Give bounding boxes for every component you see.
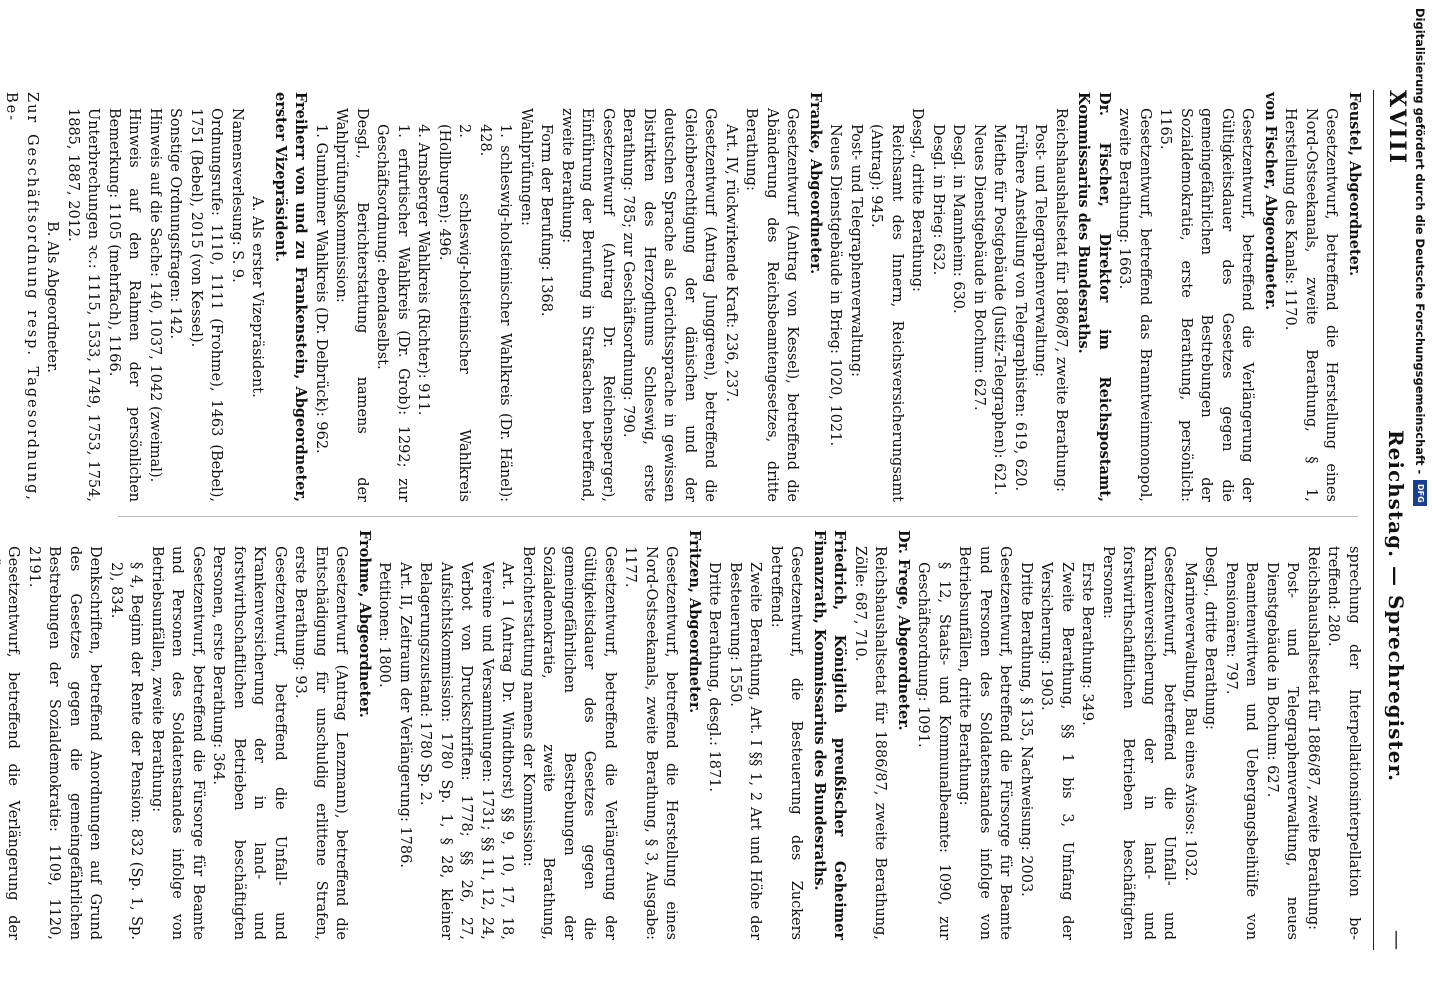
index-entry-line: Reichshaushaltsetat für 1886/87, zweite Berathung, Zölle: 687, 710. [852, 546, 889, 940]
index-entry-line: Marineverwaltung, Bau eines Avisos: 1032. [1182, 562, 1198, 882]
index-entry-line: Gesetzentwurf, betreffend die Fürsorge für Beamte und Personen des Soldatenstandes infolge von Betriebsunfällen, zweite Berathung: [149, 546, 206, 940]
credit-text: Digitalisierung gefördert durch die Deutsche Forschungsgemeinschaft - [1413, 8, 1427, 475]
index-entry-line: Hinweis auf den Rahmen der persönlichen Bemerkung: 1105 (mehrfach), 1166. [106, 108, 143, 502]
index-entry-line: Gesetzentwurf, betreffend die Verlängerung der Gültigkeitsdauer des Gesetzes gegen die gemeingefährlichen Bestrebungen der Sozialdemokratie, erste Berathung, persönlich: 1165. [1157, 108, 1256, 502]
index-entry-line: sprechung der Interpellationsinterpellation be-treffend: 280. [1325, 546, 1362, 940]
index-entry-line: Gesetzentwurf (Antrag Lenzmann), betreffend die Entschädigung für unschuldig erlittene Strafen, erste Berathung: 93. [292, 546, 350, 940]
index-entry-heading [684, 530, 705, 940]
index-entry-heading [805, 92, 826, 502]
index-entry-line: Post- und Telegraphenverwaltung: [1032, 124, 1049, 378]
index-entry-line: Gesetzentwurf (Antrag Dr. Reichensperger), Einführung der Berufung in Strafsachen betreffend, zweite Berathung: [559, 108, 616, 502]
index-entry-line: Unterbrechungen ꝛc.: 1115, 1533, 1749, 1753, 1754, 1885, 1887, 2012. [65, 108, 102, 502]
index-entry-heading [1260, 92, 1281, 502]
column-divider [118, 516, 1358, 517]
index-entry-line: Gesetzentwurf, betreffend die Herstellung eines Nord-Ostseekanals, zweite Berathung, § 3, Ausgabe: 1177. [622, 546, 680, 940]
index-entry-line: Art. IV, rückwirkende Kraft: 236, 237. [723, 124, 739, 402]
person-name: von Fischer, Abgeordneter. [1262, 92, 1279, 311]
index-entry-heading [893, 530, 914, 940]
credit-strip [1408, 0, 1432, 1000]
person-name: Feustel, Abgeordneter. [1346, 92, 1363, 277]
index-entry-line: Gesetzentwurf, betreffend die Fürsorge für Beamte und Personen des Soldatenstandes infolge von Betriebsunfällen, dritte Berathung: [956, 546, 1014, 940]
index-entry-line: Erste Berathung: 349. [1079, 562, 1096, 726]
index-entry-line: Form der Berufung: 1368. [538, 124, 555, 317]
index-entry-heading [270, 92, 311, 502]
index-entry-line: Miethe für Postgebäude (Justiz-Telegraphen): 621. [991, 124, 1008, 496]
index-entry-line: Desgl., dritte Berathung: [909, 108, 926, 292]
header-dash: — [1386, 930, 1410, 950]
index-entry-line: Gesetzentwurf, betreffend das Branntweinmonopol, zweite Berathung: 1663. [1116, 108, 1153, 502]
index-entry-line: Dritte Berathung, desgl.: 1871. [706, 562, 723, 793]
index-entry-line: Gesetzentwurf, betreffend die Unfall- und Krankenversicherung der in land- und forstwirthschaftlichen Betrieben beschäftigten Personen, erste Berathung: 364. [210, 546, 288, 940]
person-name: Dr. Frege, Abgeordneter. [895, 530, 912, 731]
index-entry-line: Desgl. in Brieg: 632. [930, 124, 946, 276]
index-entry-line: Denkschriften, betreffend Anordnungen auf Grund des Gesetzes gegen die gemeingefährlichen Bestrebungen der Sozialdemokratie: 1109, 1120, 2191. [26, 546, 104, 940]
person-name: Frohme, Abgeordneter. [356, 530, 373, 718]
index-entry-line: Reichsamt des Innern, Reichsversicherungsamt (Antrag): 945. [868, 124, 905, 502]
index-entry-line: Gesetzentwurf (Antrag von Kessel), betreffend die Abänderung des Reichsbeamtengesetzes, dritte Berathung: [743, 108, 801, 502]
index-entry-line: Ordnungsrufe: 1110, 1111 (Frohme), 1463 (Bebel), 1751 (Bebel), 2015 (von Kessel). [188, 108, 225, 502]
index-entry-line: Art. 1 (Antrag Dr. Windthorst) §§ 9, 10, 17, 18, Vereine und Versammlungen: 1731; §§ 11, 12, 24, Verbot von Druckschriften: 1778; §§ 26, 27, Aufsichtskommission: 1780 Sp. 1, § 28, kleiner Belagerungszustand: 1780 Sp. 2. [417, 562, 516, 940]
index-entry-line: Art. II, Zeitraum der Verlängerung: 1786. [397, 562, 413, 868]
index-entry-line: Desgl. in Mannheim: 630. [950, 124, 967, 314]
index-entry-heading [354, 530, 375, 940]
index-entry-line: Beamtenwittwen und Uebergangsbeihülfe von Pensionären: 797. [1223, 562, 1260, 940]
index-entry-line: 1. schleswig-holsteinischer Wahlkreis (Dr. Hänel): 428. [477, 124, 514, 502]
index-entry-line: Post- und Telegraphenverwaltung: [848, 124, 864, 378]
person-name: Friedrich, Königlich preußischer Geheimer Finanzrath, Kommissarius des Bundesraths. [811, 530, 849, 940]
index-entry-line: § 12, Staats- und Kommunalbeamte: 1090, zur Geschäftsordnung: 1091. [915, 562, 952, 940]
index-entry-line: Gesetzentwurf, betreffend die Verlängerung der Gültigkeitsdauer des Gesetzes gegen die gemeingefährlichen Bestrebungen der Sozialdemokratie, zweite Berathung, Berichterstattung namens der Kommission: [520, 546, 618, 940]
index-entry-line: Frühere Anstellung von Telegraphisten: 619, 620. [1012, 124, 1028, 492]
person-name: Franke, Abgeordneter. [807, 92, 824, 275]
index-entry-line: Desgl., Berichterstattung namens der Wahlprüfungskommission: [333, 108, 370, 502]
person-name: Dr. Fischer, Direktor im Reichspostamt, Kommissarius des Bundesraths. [1075, 92, 1113, 502]
index-entry-heading [809, 530, 850, 940]
index-entry-line: Neues Dienstgebäude in Bochum: 627. [971, 124, 987, 411]
index-entry-line: Dritte Berathung, § 135, Nachweisung: 2003. [1018, 562, 1034, 897]
person-name: Fritzen, Abgeordneter. [686, 530, 703, 714]
index-entry-line: Gesetzentwurf, betreffend die Herstellung eines Nord-Ostseekanals, zweite Berathung, § 1, Herstellung des Kanals: 1170. [1282, 108, 1340, 502]
section-heading: A. Als erster Vizepräsident. [249, 196, 266, 398]
page-number: XVIII [1384, 90, 1410, 166]
index-entry-line: 4. Arnsberger Wahlkreis (Richter): 911. [415, 124, 432, 416]
index-entry-line: 1. erfurtischer Wahlkreis (Dr. Grob): 1292; zur Geschäftsordnung: ebendaselbst. [374, 124, 411, 502]
index-entry-line: 1. Gumbinner Wahlkreis (Dr. Delbrück): 962. [313, 124, 329, 454]
index-entry-line: Hinweis auf die Sache: 140, 1037, 1042 (zweimal). [147, 108, 163, 483]
left-column [1, 92, 1364, 502]
right-column [0, 530, 1364, 940]
credit-line [1408, 0, 1432, 1000]
dfg-logo: DFG [1413, 480, 1427, 506]
index-entry-heading [1073, 92, 1114, 502]
index-entry-line: Gesetzentwurf, die Besteuerung des Zuckers betreffend: [768, 546, 805, 940]
person-name: Freiherr von und zu Frankenstein, Abgeordneter, erster Vizepräsident. [272, 92, 310, 502]
index-entry-line: Wahlprüfungen: [518, 108, 534, 226]
index-entry-line: § 4, Beginn der Rente der Pension: 832 (Sp. 1, Sp. 2), 834. [108, 562, 145, 940]
index-entry-line: Post- und Telegraphenverwaltung, neues Dienstgebäude in Bochum: 627. [1264, 562, 1301, 940]
index-entry-heading [1344, 92, 1365, 502]
index-entry-line: Petitionen: 1800. [376, 562, 393, 688]
index-entry-line: Reichshaushaltsetat für 1886/87, zweite Berathung: [1305, 546, 1321, 930]
index-entry-line: Namensverlesung: S. 9. [229, 108, 245, 283]
index-entry-line: Reichshaushaltsetat für 1886/87, zweite Berathung: [1053, 108, 1069, 492]
index-entry-line: Zur Geschäftsordnung resp. Tagesordnung, Be- [3, 92, 40, 502]
index-entry-line: 2. schleswig-holsteinischer Wahlkreis (Hollburgen): 496. [436, 124, 473, 502]
index-entry-line: Zweite Berathung, §§ 1 bis 3, Umfang der Versicherung: 1903. [1038, 562, 1075, 940]
index-entry-line: Neues Dienstgebäude in Brieg: 1020, 1021. [827, 124, 844, 447]
index-entry-line: Desgl., dritte Berathung: [1202, 546, 1219, 730]
index-entry-line: Gesetzentwurf, betreffend die Unfall- und Krankenversicherung der in land- und forstwirthschaftlichen Betrieben beschäftigten Personen: [1100, 546, 1178, 940]
index-entry-line: Zweite Berathung, Art. I §§ 1, 2 Art und Höhe der Besteuerung: 1550. [727, 562, 764, 940]
index-entry-line: Gesetzentwurf (Antrag Junggreen), betreffend die Gleichberechtigung der dänischen und der deutschen Sprache als Gerichtssprache in gewissen Distrikten des Herzogthums Schleswig, erste Berathung: 785; zur Geschäftsordnung: 790. [620, 108, 719, 502]
section-heading: B. Als Abgeordneter. [44, 221, 61, 373]
running-title: Reichstag. — Sprechregister. [1384, 430, 1408, 783]
index-entry-line: Sonstige Ordnungsfragen: 142. [167, 108, 184, 340]
index-entry-line: Gesetzentwurf, betreffend die Verlängerung der [5, 546, 22, 940]
